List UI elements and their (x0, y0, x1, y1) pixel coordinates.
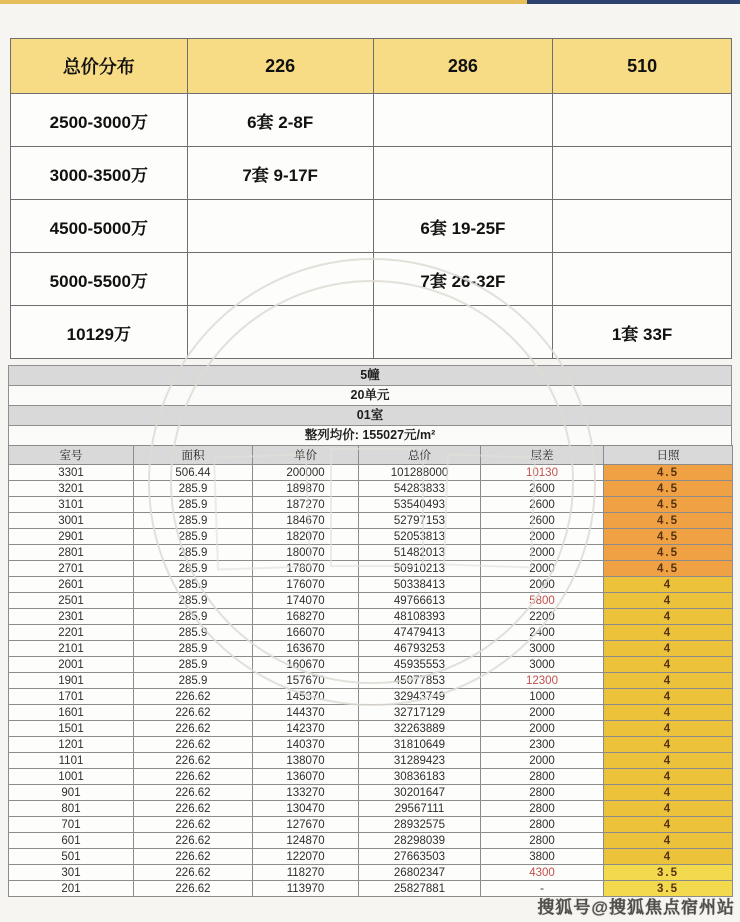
price-column-header: 层差 (481, 446, 604, 465)
sunshine-cell: 4 (604, 801, 733, 817)
units-floors-cell (553, 200, 732, 253)
unit-price-cell: 133270 (253, 785, 359, 801)
price-row (9, 673, 733, 689)
room-cell: 1001 (9, 769, 134, 785)
units-floors-cell: 1套 33F (553, 306, 732, 359)
floor-diff-cell: 2800 (481, 785, 604, 801)
room-cell: 2701 (9, 561, 134, 577)
price-row (9, 833, 733, 849)
sunshine-cell: 4 (604, 833, 733, 849)
price-column-header: 室号 (9, 446, 134, 465)
floor-diff-cell: 2000 (481, 577, 604, 593)
floor-diff-cell: 3000 (481, 641, 604, 657)
price-row (9, 577, 733, 593)
total-price-cell: 46793253 (359, 641, 481, 657)
units-floors-cell (187, 200, 373, 253)
sunshine-cell: 4.5 (604, 529, 733, 545)
room-cell: 3101 (9, 497, 134, 513)
room-cell: 1601 (9, 705, 134, 721)
units-floors-cell (373, 147, 553, 200)
price-row (9, 769, 733, 785)
price-row (9, 881, 733, 897)
area-cell: 285.9 (134, 561, 253, 577)
price-row (9, 561, 733, 577)
price-row (9, 497, 733, 513)
area-cell: 226.62 (134, 753, 253, 769)
area-cell: 285.9 (134, 529, 253, 545)
total-price-cell: 45077853 (359, 673, 481, 689)
total-price-cell: 54283833 (359, 481, 481, 497)
total-price-cell: 47479413 (359, 625, 481, 641)
sunshine-cell: 4 (604, 705, 733, 721)
price-row (9, 609, 733, 625)
room-cell: 1101 (9, 753, 134, 769)
total-price-cell: 45935553 (359, 657, 481, 673)
price-range-cell: 10129万 (11, 306, 188, 359)
area-cell: 285.9 (134, 497, 253, 513)
room-cell: 1201 (9, 737, 134, 753)
area-cell: 285.9 (134, 641, 253, 657)
room-cell: 2101 (9, 641, 134, 657)
floor-diff-cell: 3800 (481, 849, 604, 865)
units-floors-cell (373, 94, 553, 147)
floor-diff-cell: 2000 (481, 561, 604, 577)
floor-diff-cell: 3000 (481, 657, 604, 673)
total-price-cell: 49766613 (359, 593, 481, 609)
distribution-header-area: 226 (187, 39, 373, 94)
total-price-cell: 51482013 (359, 545, 481, 561)
room-price-table (8, 445, 733, 897)
sunshine-cell: 4.5 (604, 465, 733, 481)
total-price-cell: 31810649 (359, 737, 481, 753)
unit-price-cell: 176070 (253, 577, 359, 593)
sunshine-cell: 4.5 (604, 545, 733, 561)
floor-diff-cell: 1000 (481, 689, 604, 705)
unit-price-cell: 140370 (253, 737, 359, 753)
total-price-cell: 30201647 (359, 785, 481, 801)
room-cell: 701 (9, 817, 134, 833)
price-table-header-row (9, 446, 733, 465)
distribution-header-label: 总价分布 (11, 39, 188, 94)
unit-price-cell: 166070 (253, 625, 359, 641)
room-cell: 2301 (9, 609, 134, 625)
total-price-cell: 32943749 (359, 689, 481, 705)
room-cell: 501 (9, 849, 134, 865)
area-cell: 226.62 (134, 833, 253, 849)
total-price-cell: 50910213 (359, 561, 481, 577)
room-cell: 3301 (9, 465, 134, 481)
units-floors-cell: 7套 26-32F (373, 253, 553, 306)
distribution-header-area: 510 (553, 39, 732, 94)
sunshine-cell: 4.5 (604, 561, 733, 577)
floor-diff-cell: 2800 (481, 769, 604, 785)
price-column-header: 总价 (359, 446, 481, 465)
units-floors-cell (373, 306, 553, 359)
price-row (9, 465, 733, 481)
floor-diff-cell: 2300 (481, 737, 604, 753)
floor-diff-cell: 2000 (481, 721, 604, 737)
units-floors-cell: 6套 2-8F (187, 94, 373, 147)
room-cell: 2501 (9, 593, 134, 609)
total-price-cell: 30836183 (359, 769, 481, 785)
total-price-cell: 50338413 (359, 577, 481, 593)
units-floors-cell (553, 94, 732, 147)
price-row (9, 817, 733, 833)
units-floors-cell (553, 253, 732, 306)
room-band: 01室 (8, 405, 732, 425)
units-floors-cell: 7套 9-17F (187, 147, 373, 200)
room-cell: 301 (9, 865, 134, 881)
room-cell: 801 (9, 801, 134, 817)
unit-price-cell: 160670 (253, 657, 359, 673)
floor-diff-cell: 2800 (481, 817, 604, 833)
unit-price-cell: 189870 (253, 481, 359, 497)
room-cell: 901 (9, 785, 134, 801)
sunshine-cell: 3.5 (604, 865, 733, 881)
total-price-cell: 52797153 (359, 513, 481, 529)
price-row (9, 593, 733, 609)
unit-price-cell: 187270 (253, 497, 359, 513)
price-column-header: 日照 (604, 446, 733, 465)
units-floors-cell (187, 306, 373, 359)
price-row (9, 657, 733, 673)
area-cell: 285.9 (134, 481, 253, 497)
area-cell: 285.9 (134, 657, 253, 673)
price-row (9, 849, 733, 865)
units-floors-cell (553, 147, 732, 200)
unit-price-cell: 124870 (253, 833, 359, 849)
price-row (9, 705, 733, 721)
area-cell: 506.44 (134, 465, 253, 481)
area-cell: 226.62 (134, 865, 253, 881)
sunshine-cell: 4 (604, 609, 733, 625)
unit-price-cell: 180070 (253, 545, 359, 561)
area-cell: 226.62 (134, 801, 253, 817)
price-row (9, 641, 733, 657)
unit-price-cell: 136070 (253, 769, 359, 785)
price-row (9, 689, 733, 705)
sunshine-cell: 4.5 (604, 513, 733, 529)
total-price-cell: 26802347 (359, 865, 481, 881)
sunshine-cell: 4 (604, 641, 733, 657)
area-cell: 285.9 (134, 673, 253, 689)
sunshine-cell: 4 (604, 785, 733, 801)
price-range-cell: 3000-3500万 (11, 147, 188, 200)
price-row (9, 865, 733, 881)
area-cell: 226.62 (134, 721, 253, 737)
unit-price-cell: 144370 (253, 705, 359, 721)
price-range-cell: 2500-3000万 (11, 94, 188, 147)
total-price-cell: 31289423 (359, 753, 481, 769)
floor-diff-cell: - (481, 881, 604, 897)
distribution-header-row (11, 39, 732, 94)
watermark-credit: 搜狐号@搜狐焦点宿州站 (537, 898, 735, 917)
sunshine-cell: 4 (604, 673, 733, 689)
sunshine-cell: 4 (604, 657, 733, 673)
sunshine-cell: 4.5 (604, 481, 733, 497)
total-price-cell: 32263889 (359, 721, 481, 737)
price-distribution-table (10, 38, 732, 359)
price-row (9, 545, 733, 561)
area-cell: 285.9 (134, 625, 253, 641)
room-cell: 1901 (9, 673, 134, 689)
distribution-row (11, 147, 732, 200)
distribution-row (11, 253, 732, 306)
area-cell: 226.62 (134, 817, 253, 833)
price-column-header: 单价 (253, 446, 359, 465)
unit-price-cell: 145370 (253, 689, 359, 705)
floor-diff-cell: 2600 (481, 513, 604, 529)
floor-diff-cell: 2600 (481, 497, 604, 513)
floor-diff-cell: 2800 (481, 833, 604, 849)
sunshine-cell: 4 (604, 737, 733, 753)
total-price-cell: 28932575 (359, 817, 481, 833)
price-range-cell: 5000-5500万 (11, 253, 188, 306)
distribution-header-area: 286 (373, 39, 553, 94)
unit-price-cell: 113970 (253, 881, 359, 897)
area-cell: 226.62 (134, 769, 253, 785)
total-price-cell: 25827881 (359, 881, 481, 897)
room-cell: 601 (9, 833, 134, 849)
area-cell: 226.62 (134, 737, 253, 753)
sunshine-cell: 4 (604, 753, 733, 769)
room-cell: 2901 (9, 529, 134, 545)
area-cell: 226.62 (134, 849, 253, 865)
floor-diff-cell: 2000 (481, 753, 604, 769)
price-row (9, 785, 733, 801)
price-row (9, 513, 733, 529)
unit-price-cell: 157670 (253, 673, 359, 689)
sunshine-cell: 4 (604, 769, 733, 785)
sunshine-cell: 3.5 (604, 881, 733, 897)
sunshine-cell: 4.5 (604, 497, 733, 513)
floor-diff-cell: 2400 (481, 625, 604, 641)
total-price-cell: 53540493 (359, 497, 481, 513)
unit-price-cell: 200000 (253, 465, 359, 481)
sunshine-cell: 4 (604, 625, 733, 641)
room-cell: 2801 (9, 545, 134, 561)
sunshine-cell: 4 (604, 817, 733, 833)
sunshine-cell: 4 (604, 721, 733, 737)
room-cell: 1701 (9, 689, 134, 705)
unit-price-cell: 127670 (253, 817, 359, 833)
sunshine-cell: 4 (604, 689, 733, 705)
units-floors-cell (187, 253, 373, 306)
unit-price-cell: 130470 (253, 801, 359, 817)
sunshine-cell: 4 (604, 849, 733, 865)
unit-price-cell: 168270 (253, 609, 359, 625)
avg-price-band: 整列均价: 155027元/m² (8, 425, 732, 445)
room-cell: 2201 (9, 625, 134, 641)
price-range-cell: 4500-5000万 (11, 200, 188, 253)
room-cell: 201 (9, 881, 134, 897)
floor-diff-cell: 2200 (481, 609, 604, 625)
room-cell: 1501 (9, 721, 134, 737)
unit-price-cell: 182070 (253, 529, 359, 545)
floor-diff-cell: 2000 (481, 529, 604, 545)
room-cell: 2601 (9, 577, 134, 593)
area-cell: 285.9 (134, 545, 253, 561)
price-row (9, 753, 733, 769)
floor-diff-cell: 5800 (481, 593, 604, 609)
area-cell: 226.62 (134, 785, 253, 801)
room-cell: 3201 (9, 481, 134, 497)
distribution-row (11, 94, 732, 147)
area-cell: 285.9 (134, 593, 253, 609)
price-row (9, 481, 733, 497)
area-cell: 226.62 (134, 689, 253, 705)
total-price-cell: 27663503 (359, 849, 481, 865)
floor-diff-cell: 2000 (481, 705, 604, 721)
distribution-row (11, 306, 732, 359)
unit-price-cell: 184670 (253, 513, 359, 529)
distribution-row (11, 200, 732, 253)
unit-price-section (8, 365, 732, 897)
unit-band: 20单元 (8, 385, 732, 405)
floor-diff-cell: 2600 (481, 481, 604, 497)
floor-diff-cell: 2800 (481, 801, 604, 817)
total-price-cell: 48108393 (359, 609, 481, 625)
total-price-cell: 32717129 (359, 705, 481, 721)
sunshine-cell: 4 (604, 593, 733, 609)
area-cell: 285.9 (134, 577, 253, 593)
unit-price-cell: 142370 (253, 721, 359, 737)
floor-diff-cell: 4300 (481, 865, 604, 881)
sunshine-cell: 4 (604, 577, 733, 593)
price-row (9, 529, 733, 545)
price-column-header: 面积 (134, 446, 253, 465)
area-cell: 285.9 (134, 609, 253, 625)
floor-diff-cell: 10130 (481, 465, 604, 481)
area-cell: 285.9 (134, 513, 253, 529)
floor-diff-cell: 12300 (481, 673, 604, 689)
unit-price-cell: 178070 (253, 561, 359, 577)
price-row (9, 737, 733, 753)
top-accent-bar-yellow (0, 0, 527, 4)
units-floors-cell: 6套 19-25F (373, 200, 553, 253)
unit-price-cell: 174070 (253, 593, 359, 609)
unit-price-cell: 122070 (253, 849, 359, 865)
room-cell: 2001 (9, 657, 134, 673)
price-row (9, 625, 733, 641)
price-row (9, 721, 733, 737)
unit-price-cell: 163670 (253, 641, 359, 657)
floor-diff-cell: 2000 (481, 545, 604, 561)
unit-price-cell: 118270 (253, 865, 359, 881)
top-accent-bar (0, 0, 740, 4)
area-cell: 226.62 (134, 881, 253, 897)
area-cell: 226.62 (134, 705, 253, 721)
building-band: 5幢 (8, 365, 732, 385)
top-accent-bar-navy (527, 0, 740, 4)
total-price-cell: 101288000 (359, 465, 481, 481)
total-price-cell: 52053813 (359, 529, 481, 545)
room-cell: 3001 (9, 513, 134, 529)
total-price-cell: 28298039 (359, 833, 481, 849)
price-row (9, 801, 733, 817)
total-price-cell: 29567111 (359, 801, 481, 817)
unit-price-cell: 138070 (253, 753, 359, 769)
